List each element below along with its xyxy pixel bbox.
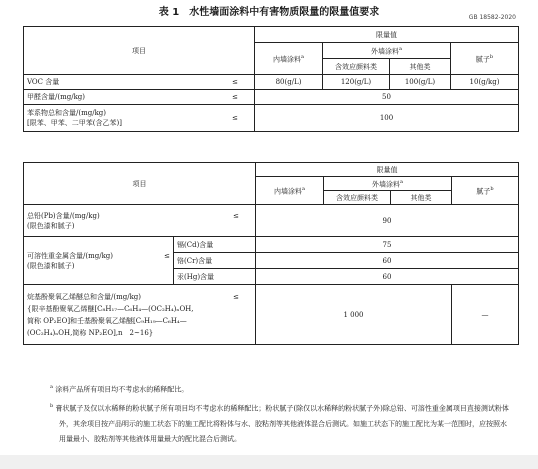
ape-value: 1 000 <box>256 285 452 345</box>
ape-symbol: ≤ <box>233 292 239 301</box>
cadmium-label: 镉(Cd)含量 <box>174 237 256 253</box>
formaldehyde-symbol: ≤ <box>202 90 255 105</box>
voc-putty: 10(g/kg) <box>451 75 519 90</box>
formaldehyde-value: 50 <box>255 90 519 105</box>
voc-symbol: ≤ <box>202 75 255 90</box>
benzene-symbol: ≤ <box>202 105 255 132</box>
table-title: 表 1 水性墙面涂料中有害物质限量的限量值要求 <box>158 7 380 18</box>
table-notes <box>50 380 510 447</box>
benzene-value: 100 <box>255 105 519 132</box>
heavy-metal-symbol: ≤ <box>164 251 170 260</box>
exterior-header: 外墙涂料$^a$ <box>323 43 451 59</box>
limits-table-part1 <box>23 26 519 132</box>
limit-header: 限量值 <box>255 27 519 43</box>
mercury-value: 60 <box>256 269 519 285</box>
project-header-2: 项目 <box>24 163 256 205</box>
benzene-label: 苯系物总和含量/(mg/kg) [限苯、甲苯、二甲苯(含乙苯)] <box>24 105 202 132</box>
others-header: 其他类 <box>390 59 451 75</box>
note-a: $^a$ 涂料产品所有项目均不考虑水的稀释配比。 <box>50 384 189 394</box>
chromium-label: 铬(Cr)含量 <box>174 253 256 269</box>
ape-label: 烷基酚聚氧乙烯醚总和含量/(mg/kg) ≤ {限辛基酚聚氧乙烯醚[C₈H₁₇—C₆H₄—(OC₂H₄)ₙOH, 简称 OP₂EO]和壬基酚聚氧乙烯醚[C₉H₁₉—C₆H₄— (OC₂H₄)ₙOH,简称 NP₂EO],n 2~16} <box>24 285 256 345</box>
lead-label: 总铅(Pb)含量/(mg/kg) ≤ (限色漆和腻子) <box>24 205 256 237</box>
exterior-header-2: 外墙涂料$^a$ <box>324 177 452 191</box>
mercury-label: 汞(Hg)含量 <box>174 269 256 285</box>
voc-label: VOC 含量 <box>24 75 202 90</box>
effect-pigment-header: 含效应颜料类 <box>323 59 390 75</box>
note-b: $^b$ 膏状腻子及仅以水稀释的粉状腻子所有项目均不考虑水的稀释配比；粉状腻子(除仅以水稀释的粉状腻子外)除总铅、可溶性重金属项目直接测试粉体外，其余项目按产品明示的施工状态下的施工配比将粉体与水、胶粘剂等其他液体混合后测试。如施工状态下的施工配比为某一范围时，应按照水用量最小、胶粘剂等其他液体用量最大的配比混合后测试。 <box>50 403 509 443</box>
limits-table-part2 <box>23 162 519 345</box>
limit-header-2: 限量值 <box>256 163 519 177</box>
putty-header: 腻子$^b$ <box>451 43 519 75</box>
cadmium-value: 75 <box>256 237 519 253</box>
lead-value: 90 <box>256 205 519 237</box>
others-header-2: 其他类 <box>391 191 452 205</box>
formaldehyde-label: 甲醛含量/(mg/kg) <box>24 90 202 105</box>
lead-symbol: ≤ <box>233 211 239 220</box>
chromium-value: 60 <box>256 253 519 269</box>
standard-number: GB 18582-2020 <box>468 14 516 21</box>
effect-pigment-header-2: 含效应颜料类 <box>324 191 391 205</box>
interior-header-2: 内墙涂料$^a$ <box>256 177 324 205</box>
voc-interior: 80(g/L) <box>255 75 323 90</box>
voc-effect: 120(g/L) <box>323 75 390 90</box>
interior-header: 内墙涂料$^a$ <box>255 43 323 75</box>
putty-header-2: 腻子$^b$ <box>452 177 519 205</box>
project-header: 项目 <box>24 27 255 75</box>
footer-strip <box>0 455 538 469</box>
ape-putty-value: — <box>452 285 519 345</box>
heavy-metal-label: 可溶性重金属含量/(mg/kg) ≤ (限色漆和腻子) <box>24 237 174 285</box>
voc-others: 100(g/L) <box>390 75 451 90</box>
